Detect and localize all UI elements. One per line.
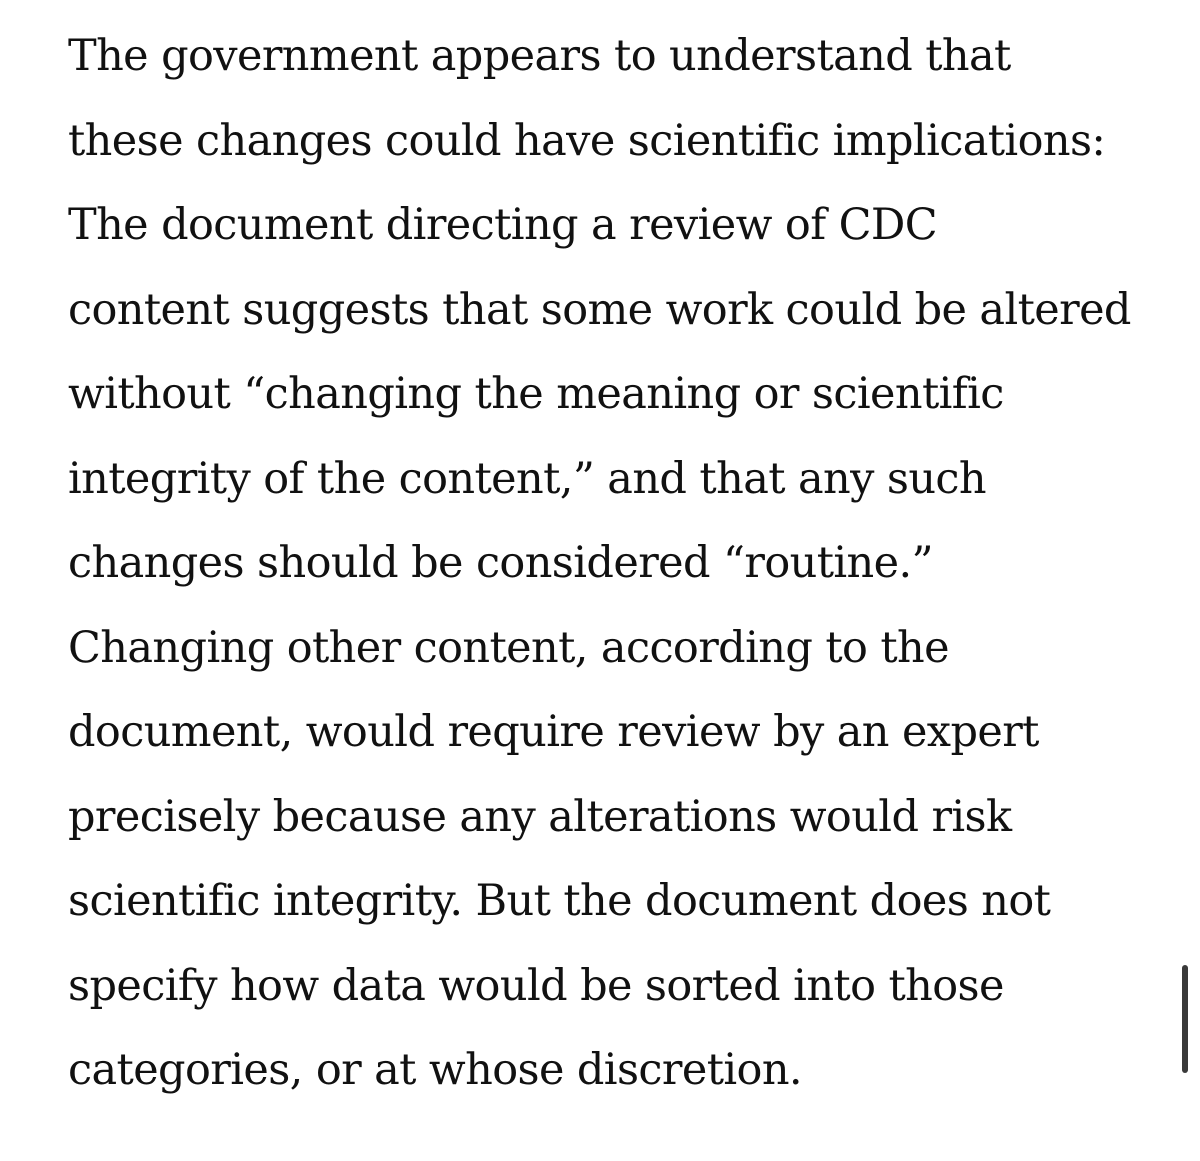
paragraph-line: precisely because any alterations would risk [68,791,1012,842]
paragraph-line: changes should be considered “routine.” [68,538,933,588]
article-paragraph [68,14,1158,1113]
paragraph-line: integrity of the content,” and that any such [68,453,987,504]
paragraph-line: these changes could have scientific implications: [68,115,1106,166]
scrollbar-thumb[interactable] [1182,965,1188,1073]
paragraph-line: without “changing the meaning or scientific [68,369,1004,419]
paragraph-line: Changing other content, according to the [68,622,949,673]
paragraph-line: scientific integrity. But the document does not [68,876,1051,926]
paragraph-line: The government appears to understand that [68,31,1011,81]
paragraph-line: specify how data would be sorted into those [68,960,1004,1011]
paragraph-line: content suggests that some work could be altered [68,284,1131,335]
paragraph-line: The document directing a review of CDC [68,200,938,250]
paragraph-line: document, would require review by an expert [68,707,1039,757]
paragraph-line: categories, or at whose discretion. [68,1045,802,1095]
